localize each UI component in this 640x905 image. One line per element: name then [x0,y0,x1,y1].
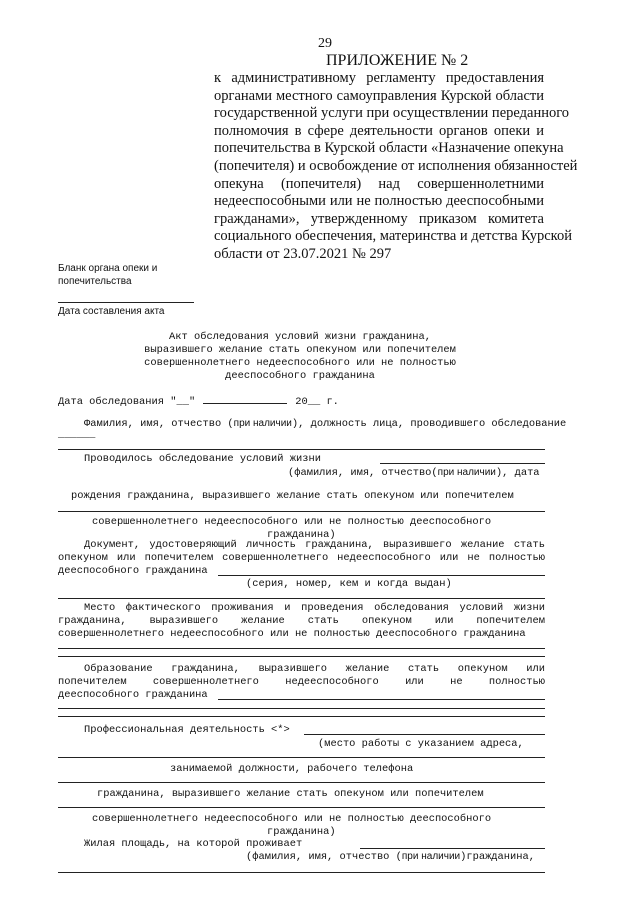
appendix-line: органами местного самоуправления Курской области [214,87,544,104]
fill-line [58,656,545,657]
document-label: дееспособного гражданина [58,565,208,577]
conducted-hint: (фамилия, имя, отчество(при наличии), дата [288,467,540,479]
document-label: опекуном или попечителем совершеннолетнего недееспособного или не полностью [58,552,545,564]
fill-line [58,872,545,873]
appendix-title: ПРИЛОЖЕНИЕ № 2 [326,52,469,69]
profession-hint: занимаемой должности, рабочего телефона [170,763,414,775]
education-label: дееспособного гражданина [58,689,208,701]
fill-line [58,782,545,783]
profession-hint: совершеннолетнего недееспособного или не полностью дееспособного [92,813,492,825]
act-title-line: выразившего желание стать опекуном или попечителем [144,344,456,356]
page-number: 29 [318,36,332,51]
living-space-hint: (фамилия, имя, отчество (при наличии)гражданина, [246,851,535,863]
profession-label: Профессиональная деятельность <*> [84,724,290,736]
fill-line [58,648,545,649]
document-hint: (серия, номер, кем и когда выдан) [246,578,452,590]
fill-line [218,575,545,576]
date-act-label: Дата составления акта [58,306,165,317]
residence-label: Место фактического проживания и проведения обследования условий жизни [84,602,545,614]
profession-hint: (место работы с указанием адреса, [318,738,524,750]
appendix-line: к административному регламенту предоставления [214,70,544,86]
appendix-line: области от 23.07.2021 № 297 [214,246,392,262]
act-title-line: совершеннолетнего недееспособного или не полностью [144,357,456,369]
fill-line [58,449,545,450]
fill-line [58,716,545,717]
blank-label: попечительства [58,276,132,287]
residence-label: гражданина, выразившего желание стать опекуном или попечителем [58,615,545,627]
fio-inspector-tail: ______ [58,429,96,441]
conducted-label: Проводилось обследование условий жизни [84,453,321,465]
fio-inspector-label: Фамилия, имя, отчество (при наличии), должность лица, проводившего обследование [84,418,567,430]
fill-line [58,598,545,599]
appendix-line: государственной услуги при осуществлении переданного [214,105,570,122]
profession-hint: гражданина) [267,826,336,838]
date-act-line [58,302,194,303]
education-label: Образование гражданина, выразившего желание стать опекуном или [84,663,545,675]
fill-line [58,708,545,709]
fill-line [58,511,545,512]
fill-line [380,463,545,464]
appendix-line: социального обеспечения, материнства и детства Курской [214,228,572,245]
act-title-line: Акт обследования условий жизни гражданина, [169,331,431,343]
appendix-line: попечительства в Курской области «Назначение опекуна [214,140,564,157]
profession-hint: гражданина, выразившего желание стать опекуном или попечителем [97,788,484,800]
document-label: Документ, удостоверяющий личность гражданина, выразившего желание стать [84,539,545,551]
fill-line [58,757,545,758]
appendix-line: полномочия в сфере деятельности органов опеки и [214,122,544,139]
living-space-label: Жилая площадь, на которой проживает [84,838,303,850]
conducted-hint: гражданина) [267,529,336,541]
survey-date: Дата обследования "__" 20__ г. [58,393,339,409]
education-label: попечителем совершеннолетнего недееспособного или не полностью [58,676,545,688]
fill-line [360,848,545,849]
appendix-line: недееспособными или не полностью дееспособными [214,193,544,210]
blank-label: Бланк органа опеки и [58,263,158,274]
act-title-line: дееспособного гражданина [225,370,375,382]
conducted-hint: совершеннолетнего недееспособного или не полностью дееспособного [92,516,492,528]
appendix-line: (попечителя) и освобождение от исполнения обязанностей [214,158,578,174]
fill-line [304,734,545,735]
appendix-line: гражданами», утвержденному приказом комитета [214,210,544,227]
fill-line [218,699,545,700]
residence-label: совершеннолетнего недееспособного или не полностью дееспособного гражданина [58,628,526,640]
fill-line [58,807,545,808]
conducted-hint: рождения гражданина, выразившего желание стать опекуном или попечителем [71,490,514,502]
appendix-line: опекуна (попечителя) над совершеннолетними [214,175,544,192]
